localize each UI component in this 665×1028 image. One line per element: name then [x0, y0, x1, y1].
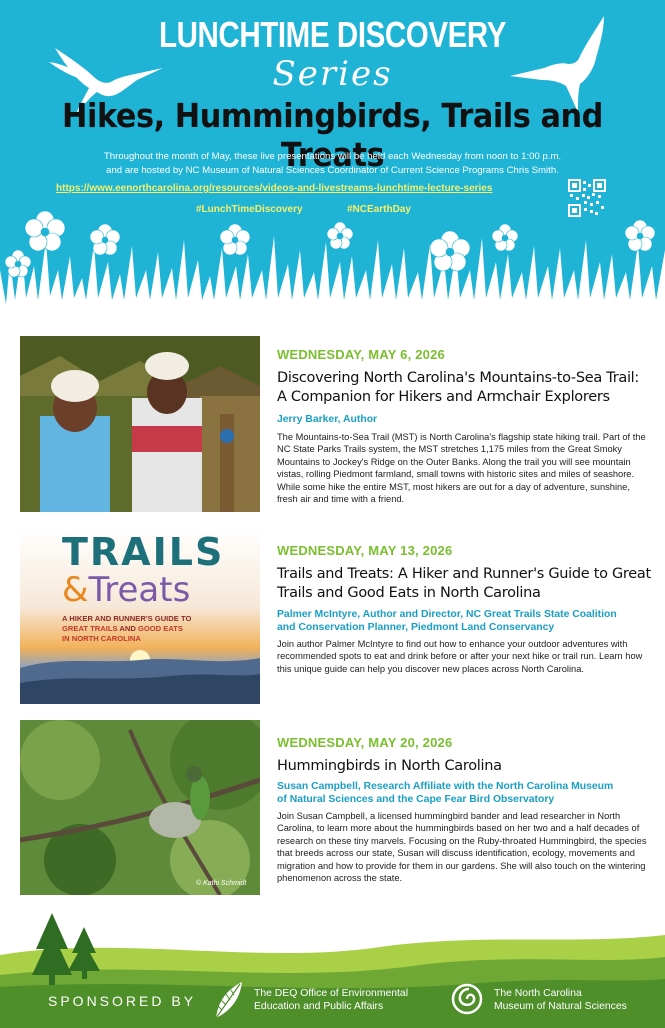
event-1-title-line-2: A Companion for Hikers and Armchair Explorers [277, 389, 610, 405]
event-2-speaker-line-2: and Conservation Planner, Piedmont Land Conservancy [277, 622, 555, 633]
trails-treats-book-cover [20, 528, 260, 704]
hashtag-lunchtime: #LunchTimeDiscovery [196, 204, 303, 215]
book-tagline-good-eats: GOOD EATS [137, 624, 183, 633]
sponsor-museum-line-2: Museum of Natural Sciences [494, 1001, 627, 1012]
sponsor-deq [254, 987, 408, 1013]
event-2-speaker [277, 608, 657, 634]
event-may-6 [0, 336, 665, 516]
hashtag-earthday: #NCEarthDay [347, 204, 411, 215]
photo-credit: © Kathi Schmidt [196, 880, 247, 887]
event-2-title-line-2: Trails and Good Eats in North Carolina [277, 585, 541, 601]
event-1-speaker: Jerry Barker, Author [277, 414, 378, 425]
sponsored-by-label: SPONSORED BY [48, 993, 197, 1009]
book-title-trails: TRAILS [62, 530, 225, 574]
header-banner [0, 0, 665, 330]
event-1-description: The Mountains-to-Sea Trail (MST) is North Carolina's flagship state hiking trail. Part of the NC State Parks Trails system, the MST stretches 1,175 miles from the Great Smoky Mountains to Jockey's Ridge on the Outer Banks. Along the trail you will see mountain vistas, rolling Piedmont farmland, small towns with historic sites and miles of seashore. While some hike the entire MST, most hikers are out for a day of adventure, sunshine, fresh air and time with a friend. [277, 432, 646, 505]
header-intro [60, 150, 605, 178]
event-may-13 [0, 528, 665, 708]
grass-flowers-decoration [0, 200, 665, 330]
event-2-title-line-1: Trails and Treats: A Hiker and Runner's Guide to Great [277, 566, 651, 582]
event-1-date: WEDNESDAY, MAY 6, 2026 [277, 347, 445, 362]
event-3-description: Join Susan Campbell, a licensed hummingbird bander and lead researcher in North Carolina, to learn more about the hummingbirds based on her two and a half decades of research on these tiny marvels. Focusing on the Ruby-throated Hummingbird, the species that breeds across our state, Susan will discuss identification, ecology, movements and migration and how to provide for them in our gardens. She will also touch on the wintering phenomenon across the state. [277, 811, 647, 884]
book-tagline-line-1: A HIKER AND RUNNER'S GUIDE TO [62, 614, 192, 623]
event-2-date: WEDNESDAY, MAY 13, 2026 [277, 543, 453, 558]
hikers-photo [20, 336, 260, 512]
event-3-speaker [277, 780, 657, 806]
book-tagline [62, 614, 191, 644]
sponsor-museum-line-1: The North Carolina [494, 988, 582, 999]
intro-line-1: Throughout the month of May, these live presentations will be held each Wednesday from noon to 1:00 p.m. [103, 151, 562, 162]
header-title: LUNCHTIME DISCOVERY [158, 14, 507, 55]
book-title-treats-word: Treats [88, 570, 191, 610]
book-tagline-line-2 [62, 624, 191, 634]
museum-spiral-logo-icon [449, 983, 489, 1015]
book-title-treats [62, 570, 190, 610]
book-tagline-and: AND [119, 624, 136, 633]
book-tagline-great-trails: GREAT TRAILS [62, 624, 118, 633]
event-1-title [277, 369, 657, 407]
sponsor-deq-line-2: Education and Public Affairs [254, 1001, 384, 1012]
book-title-amp: & [62, 570, 89, 610]
sponsor-deq-line-1: The DEQ Office of Environmental [254, 988, 409, 999]
event-3-date: WEDNESDAY, MAY 20, 2026 [277, 735, 453, 750]
intro-line-2: and are hosted by NC Museum of Natural Sciences Coordinator of Current Science Programs Chris Smith. [106, 165, 559, 176]
event-may-20 [0, 720, 665, 900]
hummingbird-nest-photo [20, 720, 260, 895]
sponsor-museum [494, 987, 627, 1013]
event-2-title [277, 565, 657, 603]
event-1-title-line-1: Discovering North Carolina's Mountains-to-Sea Trail: [277, 370, 639, 386]
event-3-speaker-line-1: Susan Campbell, Research Affiliate with the North Carolina Museum [277, 781, 614, 792]
event-3-title: Hummingbirds in North Carolina [277, 758, 502, 774]
lecture-series-link[interactable]: https://www.eenorthcarolina.org/resources/videos-and-livestreams-lunchtime-lecture-series [56, 183, 493, 194]
book-tagline-line-3: IN NORTH CAROLINA [62, 634, 141, 643]
deq-leaf-logo-icon [212, 980, 246, 1020]
event-2-description: Join author Palmer McIntyre to find out how to enhance your outdoor adventures with recommended spots to eat and drink before or after your next hike or trail run. Learn how this unique guide can help you discover new places across North Carolina. [277, 639, 643, 674]
header-series: Series [272, 54, 393, 94]
event-2-speaker-line-1: Palmer McIntyre, Author and Director, NC Great Trails State Coalition [277, 609, 617, 620]
event-3-speaker-line-2: of Natural Sciences and the Cape Fear Bird Observatory [277, 794, 555, 805]
header-subtitle: Hikes, Hummingbirds, Trails and Treats [62, 96, 603, 174]
